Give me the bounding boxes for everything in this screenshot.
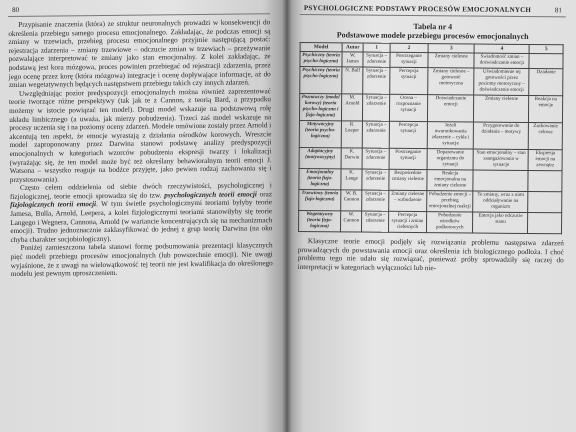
table-cell: Poznawczy (model korowy) (teoria psycho-logiczna i fizjo-logiczna) — [299, 94, 341, 121]
table-cell: Motywacyjny (teoria psycho-logiczna) — [299, 120, 341, 147]
header-step-3: 3 — [428, 44, 474, 53]
table-cell: Jeżeli uwarunkowania zdarzenie – cykle i sytuacje — [427, 122, 474, 149]
table-cell: Doświadczanie emocji — [427, 95, 474, 122]
paragraph-3-part-1: Często celem oddzielenia od siebie dwóch rzeczywistości, psychologicznej i fizjologicznej, teorie emocji sprowadza się do tzw. — [9, 181, 272, 201]
table-cell: Psychiczny (teoria psycho-logiczna) — [300, 52, 342, 67]
table-cell: Dopasowanie organizmu do sytuacji — [427, 149, 474, 170]
paragraph-3 — [10, 182, 273, 245]
table-row — [299, 168, 562, 191]
emotion-models-table — [298, 42, 564, 234]
table-cell: Pobudzenie ośrodków podkorowych — [426, 212, 473, 233]
table-cell: Uświadomienie tej gotowości przez poziomy motoryczny – doświadczenie emocji — [474, 68, 529, 95]
table-cell: Adaptacyjny (motywacyjny) — [299, 147, 341, 168]
table-cell: Postrzeganie sytuacji — [389, 148, 427, 169]
book-gutter — [282, 0, 292, 432]
table-cell: N. Bull — [342, 67, 364, 94]
table-cell: Postrzeganie sytuacji — [390, 52, 428, 67]
header-step-5: 5 — [529, 45, 563, 54]
table-cell: Świadomość zmian – doświadczanie emocji — [474, 53, 529, 68]
table-cell: Zmiany cielesne – gotowość motoryczna — [428, 68, 475, 95]
paragraph-1: Przypisanie znaczenia (która) ze struktur neuronalnych prowadzi w konsekwencji do określenia przebiegu samego procesu emocjonalnego. Zakładając, że podczas emocji są zmiany w trzewiach, przebieg procesu emocjonalnego przyjmie następującą postać: rejestracja zdarzenia – zmiany trzewiowe – odczucie zmian w trzewiach – przeżywanie pozwalające interpretować te zmiany jako stan emocjonalny. Z kolei zakładając, że podstawą jest kora mózgowa, proces powinien przebiegać od rejestracji zdarzenia, przez jego ocenę przez korę (która mózgowa) integracje i ocenę dopływające informacje, aż do zmian wegetatywnych będących następstwem przebiegu takich czy innych zdarzeń. — [8, 18, 271, 90]
header-step-4: 4 — [474, 44, 529, 53]
table-cell: Emocja jako odczucie stanu — [473, 212, 528, 233]
paragraph-4: Poniżej zamieszczona tabela stanowi formę podsumowania prezentacji klasycznych pięć modeli przebiegu procesów emocjonalnych (lub powszechnie emocji). Nie uwagi wyjaśnione, że z uwagi na wielowątkowość tej teorii nie jest kwalifikacja do określonego modelu jest pewnym uproszczeniem. — [10, 241, 273, 279]
table-row — [298, 210, 561, 233]
left-page — [0, 0, 286, 432]
table-cell: Zmiany cielesne — [428, 53, 475, 68]
header-step-2: 2 — [390, 43, 428, 52]
table-cell: W. James — [342, 52, 364, 67]
table-cell: M. Arnold — [341, 94, 363, 121]
table-cell: Zmiany cielesne – wzbudzenie — [388, 190, 426, 211]
table-cell: K. Darwin — [341, 148, 363, 169]
paragraph-2: Uwzględniając pozior predyspozycji emocjonalnych można również zaprezentować teorie tworzące różne perspektywy (tak jak te z Cannon, z teorią Bard, a przypadku możemy w istocie powiązać ten model). Drugi model wskazuje na podstawową rolę układu limbicznego (a uważa, jak mierzy pobudzenia). Trzeci zaś model wskazuje na procesy uczenia się i na poziomy oceny zdarzeń. Modele omówione zostały przez Arnold i akcentują ten aspekt, że emocje wyrastają z działania ośrodków korowych. Wreszcie model zaproponowany przez Darwina stanowi podstawę analizy predyspozycji emocjonalnych w kategoriach wzorców pobudzenia ekspresji twarzy i lokalizacji (wyrażając się, że ten model może być też określany behawioralnym teorii emocji J. Watsona – wszystko reaguje na bodźce przyjęte, jako pewien rodzaj zachowania się i przystosowania). — [8, 87, 272, 184]
table-cell: Sytuacja – zdarzenie — [362, 169, 389, 190]
table-cell: Sytuacja – zdarzenie — [362, 211, 389, 232]
table-cell: Sytuacja – zdarzenie — [363, 52, 390, 67]
table-cell: Percepcja sytuacji — [390, 67, 428, 94]
closing-paragraph: Klasyczne teorie emocji podjęły się rozwiązania problemu następstwa zdarzeń prowadzących do powstawania emocji oraz określenia ich biologicznego podłoża. I choć problemu tego nie udało się rozwiązać, ponieważ próby sprowadziły się raczej do interpretacji w kategoriach wyłączności lub nie- — [297, 237, 564, 272]
header-model: Model — [300, 43, 342, 52]
table-cell: Ocena – rozpoznanie sytuacji — [389, 94, 427, 121]
table-cell: Zmiany cielesne — [474, 95, 529, 122]
left-page-content — [8, 1, 273, 279]
right-running-head-text: PSYCHOLOGICZNE PODSTAWY PROCESÓW EMOCJONALNYCH — [303, 4, 532, 15]
paragraph-3-emphasis-1: psychologicznych teorii emocji — [164, 190, 257, 200]
table-cell: Te zmiany, wraz z nimi oddziaływanie na organizm — [473, 191, 528, 212]
table-cell: Pobudzenie emocji – przebieg emocjonalnej reakcji — [427, 191, 474, 212]
header-step-1: 1 — [363, 43, 389, 52]
table-cell: Sytuacja – zdarzenie — [363, 67, 390, 94]
left-page-number: 80 — [12, 5, 20, 14]
table-cell: W. Cannon — [340, 211, 362, 232]
table-cell — [473, 170, 528, 191]
table-cell: Emocjonalny (teoria fizjo-logiczna) — [299, 168, 341, 189]
table-row — [300, 67, 563, 96]
right-page — [286, 0, 576, 432]
table-cell: Sytuacja – zdarzenie — [363, 121, 390, 148]
table-cell: Reakcja emocjonalna na zmiany cielesne — [427, 170, 474, 191]
right-page-number: 81 — [554, 6, 562, 15]
table-cell: Percepcja sytuacji i zmian cielesnych — [388, 211, 426, 232]
table-cell: Zachowanie celowe — [529, 123, 563, 150]
paragraph-3-part-3: . W tym świetle psychologicznymi teoriami byłyby teorie Jamesa, Bulla, Arnold, Leepera, a kolei fizjologicznymi teoriami stanowiłyby się teorie Langego i Wegnera, Cannona, Arnold (w wariancie koncentrujących się na mechanizmach emocji). Trudno jednoznacznie zaklasyfikować do jednej z grup teorię Darwina (na oko chyba charakter socjobiologiczny). — [10, 198, 273, 244]
table-cell: Sytuacja – zdarzenie — [362, 190, 389, 211]
paragraph-3-part-2: oraz — [256, 190, 273, 199]
table-title: Podstawowe modele przebiegu procesów emocjonalnych — [336, 30, 529, 41]
table-cell: K. Lange — [341, 169, 363, 190]
table-cell: Bezpośrednie zmiany cielesne — [389, 169, 427, 190]
table-cell: Reakcja na emocje — [529, 96, 563, 123]
table-cell: Działanie — [529, 69, 563, 96]
table-cell: Sytuacja – zdarzenie — [362, 148, 389, 169]
header-author: Autor — [342, 43, 363, 52]
table-row — [299, 147, 562, 170]
table-cell: R. Leeper — [341, 121, 363, 148]
table-cell: Wegetatywny (teoria fizjo-logiczna) — [298, 210, 340, 231]
table-row — [299, 120, 562, 149]
table-cell: Przygotowanie do działania – motywy — [474, 122, 529, 149]
table-cell: Stan emocjonalny – stan zaangażowania w sytuacje — [473, 149, 528, 170]
table-caption — [300, 21, 566, 41]
paragraph-3-emphasis-2: fizjologicznych teorii emocji — [10, 200, 97, 210]
table-cell — [529, 54, 563, 69]
table-row — [299, 189, 562, 212]
table-cell — [528, 170, 562, 191]
table-cell: Psychiczny (teoria psycho-logiczna) — [300, 67, 342, 94]
table-cell — [528, 212, 562, 233]
table-cell: Ekspresja emocji na zewnątrz — [528, 150, 562, 171]
right-running-head — [300, 2, 566, 17]
table-cell: Percepcja sytuacji — [389, 121, 427, 148]
left-running-head — [8, 1, 270, 17]
table-row — [299, 94, 562, 123]
table-cell: Trzewiowy (teoria fizjo-logiczna) — [299, 189, 341, 210]
table-number: Tabela nr 4 — [413, 21, 453, 32]
table-body — [298, 52, 563, 234]
table-cell: Sytuacja – zdarzenie — [363, 94, 390, 121]
table-cell — [528, 191, 562, 212]
table-cell: W. B. Cannon — [341, 190, 363, 211]
right-page-content — [298, 2, 566, 281]
